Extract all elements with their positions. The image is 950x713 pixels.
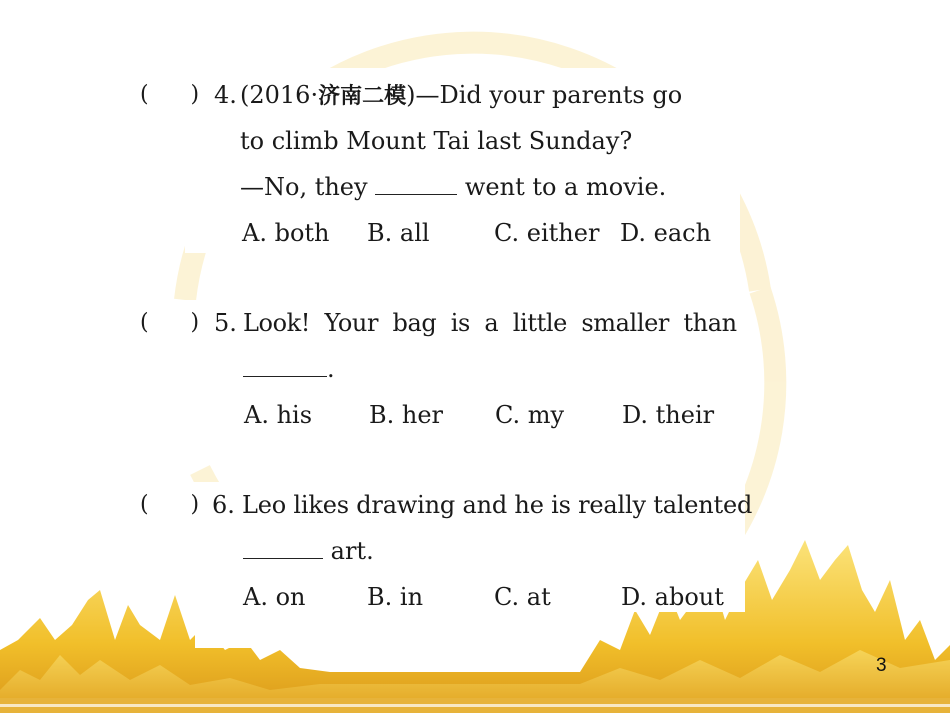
question-line-1: Look! Your bag is a little smaller than: [243, 309, 737, 337]
question-text: —Did your parents go: [415, 81, 683, 109]
answer-parentheses: ( ): [140, 492, 200, 517]
question-line-2: [243, 536, 374, 566]
page-number: 3: [876, 655, 887, 676]
question-line-2: [243, 354, 335, 384]
source-place: 济南二模: [318, 84, 407, 109]
option-a: A. both: [242, 219, 330, 247]
source-open: (2016·: [240, 81, 319, 109]
option-c: C. at: [494, 583, 551, 611]
option-b: B. in: [367, 583, 424, 611]
answer-blank[interactable]: [243, 536, 323, 559]
question-line-3: [240, 172, 666, 202]
option-d: D. each: [620, 219, 712, 247]
option-a: A. his: [244, 401, 313, 429]
option-b: B. her: [369, 401, 444, 429]
question-number: 4.: [214, 81, 237, 109]
option-b: B. all: [367, 219, 430, 247]
question-number: 6.: [212, 491, 235, 519]
answer-parentheses: ( ): [140, 82, 200, 107]
question-text-pre: —No, they: [240, 173, 368, 201]
question-line-2: to climb Mount Tai last Sunday?: [240, 127, 633, 155]
answer-parentheses: ( ): [140, 310, 200, 335]
answer-blank[interactable]: [375, 172, 457, 195]
option-a: A. on: [243, 583, 306, 611]
question-text-post: .: [327, 355, 335, 383]
answer-blank[interactable]: [243, 354, 327, 377]
option-d: D. their: [622, 401, 715, 429]
question-line-1: Leo likes drawing and he is really talented: [242, 491, 753, 519]
source-close: ): [406, 81, 416, 109]
option-d: D. about: [621, 583, 724, 611]
question-number: 5.: [214, 309, 237, 337]
option-c: C. my: [495, 401, 565, 429]
question-text-post: art.: [330, 537, 374, 565]
question-line-1: [240, 80, 682, 112]
option-c: C. either: [494, 219, 600, 247]
question-text-post: went to a movie.: [464, 173, 667, 201]
